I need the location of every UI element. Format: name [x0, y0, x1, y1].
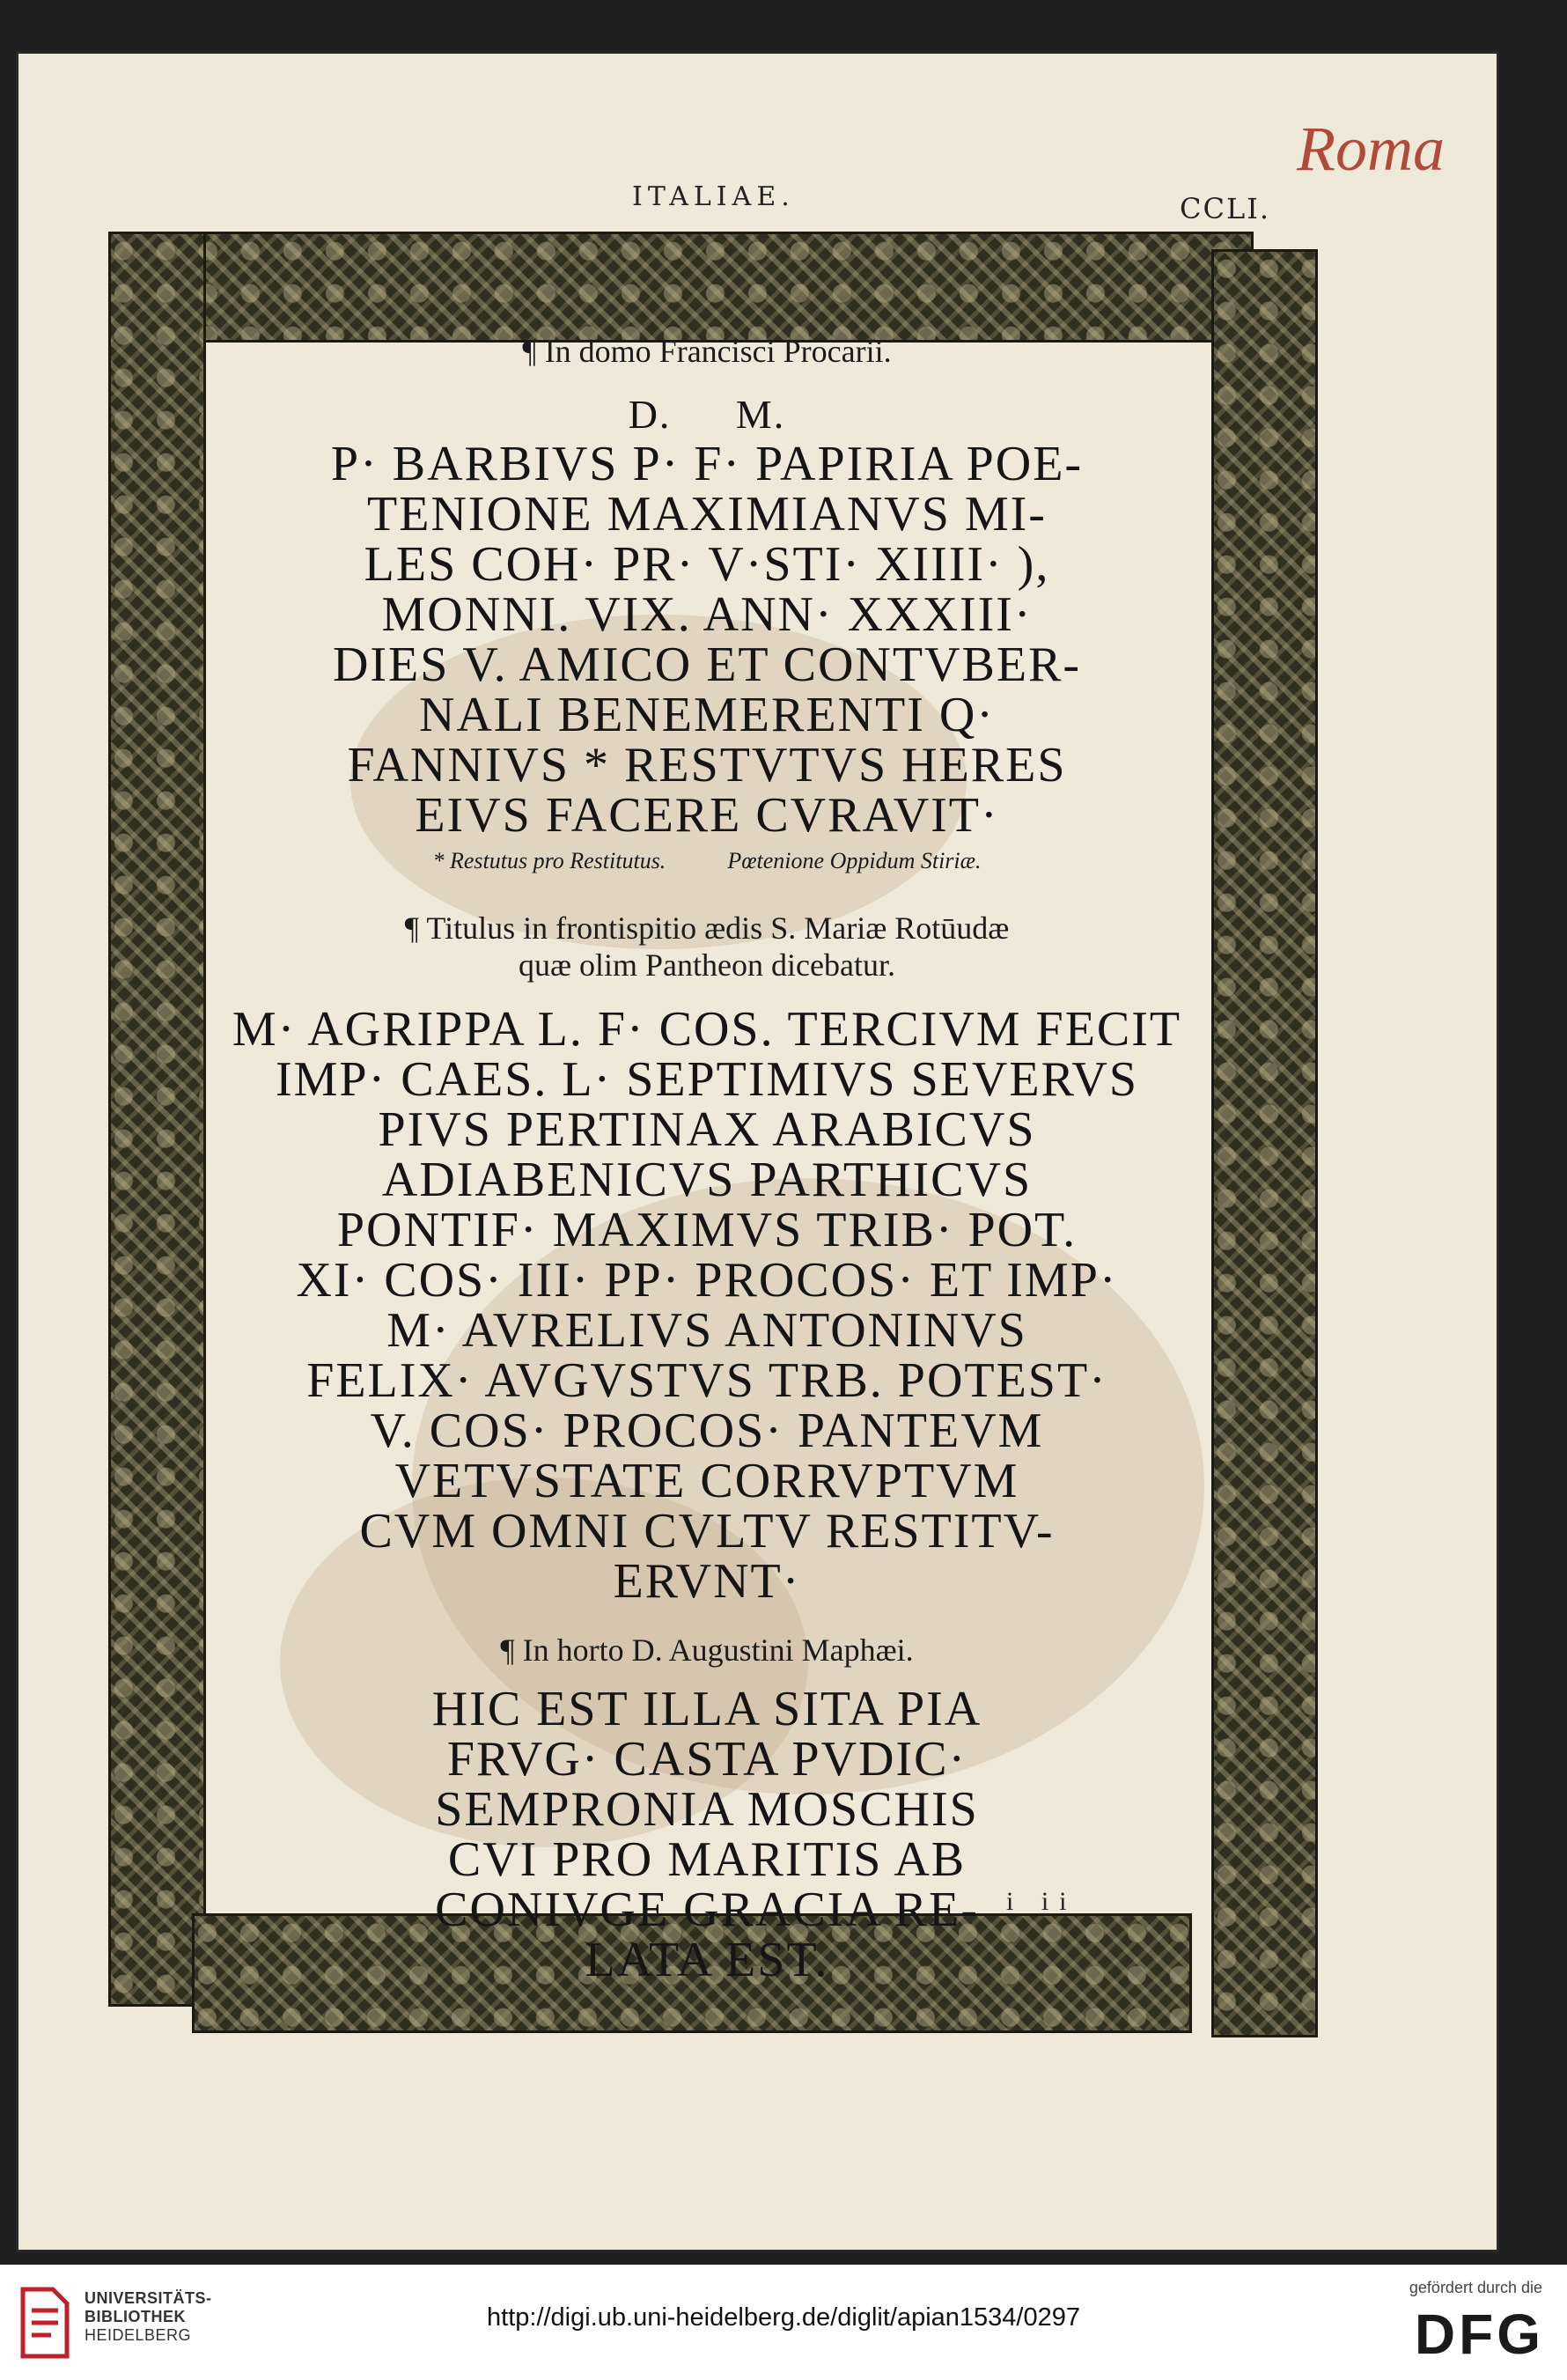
inscription-line: FANNIVS * RESTVTVS HERES [347, 738, 1067, 792]
section-rubric: ¶ In domo Francisci Procarii. [522, 334, 892, 369]
inscription-line: MONNI. VIX. ANN· XXXIII· [381, 587, 1033, 642]
inscription-line: ERVNT· [613, 1554, 801, 1609]
section-rubric-continued: quæ olim Pantheon dicebatur. [519, 947, 895, 983]
inscription-line: VETVSTATE CORRVPTVM [394, 1454, 1019, 1508]
permalink-url[interactable]: http://digi.ub.uni-heidelberg.de/diglit/apian1534/0297 [487, 2303, 1080, 2332]
funder-label: gefördert durch die [1409, 2279, 1542, 2296]
section-rubric: ¶ In horto D. Augustini Maphæi. [500, 1632, 914, 1668]
dfg-logo[interactable]: DFG [1414, 2303, 1544, 2366]
inscription-line: TENIONE MAXIMIANVS MI- [367, 487, 1047, 542]
woodcut-border-right [1211, 249, 1318, 2037]
running-head: ITALIAE. [632, 181, 795, 212]
folio-number: CCLI. [1180, 192, 1271, 225]
woodcut-border-left [108, 232, 206, 2007]
inscription-line: LATA EST. [585, 1933, 829, 1987]
inscription-line: LES COH· PR· V·STI· XIIII· ), [364, 537, 1050, 592]
library-name-line: UNIVERSITÄTS- [85, 2289, 212, 2307]
inscription-line: CONIVGE GRACIA RE- [435, 1883, 979, 1937]
viewer-footer [0, 2265, 1567, 2380]
inscription-line: M· AGRIPPA L. F· COS. TERCIVM FECIT [232, 1002, 1182, 1057]
dedication-line: D. M. [628, 392, 786, 437]
footnote: Pœtenione Oppidum Stiriæ. [727, 848, 982, 873]
inscription-line: ADIABENICVS PARTHICVS [381, 1153, 1033, 1207]
inscription-section-3 [205, 1632, 1209, 1986]
inscription-line: PONTIF· MAXIMVS TRIB· POT. [336, 1203, 1078, 1257]
inscription-section-2 [205, 910, 1209, 1607]
inscription-line: NALI BENEMERENTI Q· [419, 688, 995, 742]
library-logo-icon[interactable] [18, 2284, 72, 2362]
inscription-line: P· BARBIVS P· F· PAPIRIA POE- [330, 437, 1084, 491]
inscription-line: FRVG· CASTA PVDIC· [446, 1732, 967, 1787]
inscription-line: HIC EST ILLA SITA PIA [431, 1682, 982, 1736]
woodcut-border-top [108, 232, 1254, 343]
footnote-row [205, 848, 1209, 874]
inscription-line: EIVS FACERE CVRAVIT· [415, 788, 999, 843]
inscription-line: IMP· CAES. L· SEPTIMIVS SEVERVS [275, 1052, 1139, 1107]
library-name-line: BIBLIOTHEK [85, 2308, 186, 2325]
margin-annotation: Roma [1297, 114, 1445, 184]
inscription-line: DIES V. AMICO ET CONTVBER- [332, 637, 1082, 692]
inscription-line: XI· COS· III· PP· PROCOS· ET IMP· [296, 1253, 1118, 1308]
book-page [16, 51, 1499, 2252]
inscription-line: CVI PRO MARITIS AB [447, 1832, 967, 1887]
section-rubric: ¶ Titulus in frontispitio ædis S. Mariæ Rotūudæ [404, 910, 1010, 946]
inscription-line: M· AVRELIVS ANTONINVS [386, 1303, 1027, 1358]
signature-mark: i ii [1006, 1887, 1078, 1916]
inscription-line: FELIX· AVGVSTVS TRB. POTEST· [306, 1353, 1107, 1408]
inscription-line: CVM OMNI CVLTV RESTITV- [359, 1504, 1055, 1558]
inscription-text-block [205, 333, 1209, 1987]
library-name-line: HEIDELBERG [85, 2326, 192, 2344]
footnote: * Restutus pro Restitutus. [432, 848, 666, 873]
inscription-section-1 [205, 333, 1209, 874]
inscription-line: V. COS· PROCOS· PANTEVM [370, 1404, 1044, 1458]
inscription-line: PIVS PERTINAX ARABICVS [378, 1102, 1036, 1157]
inscription-line: SEMPRONIA MOSCHIS [435, 1782, 979, 1837]
library-name[interactable] [85, 2289, 212, 2345]
